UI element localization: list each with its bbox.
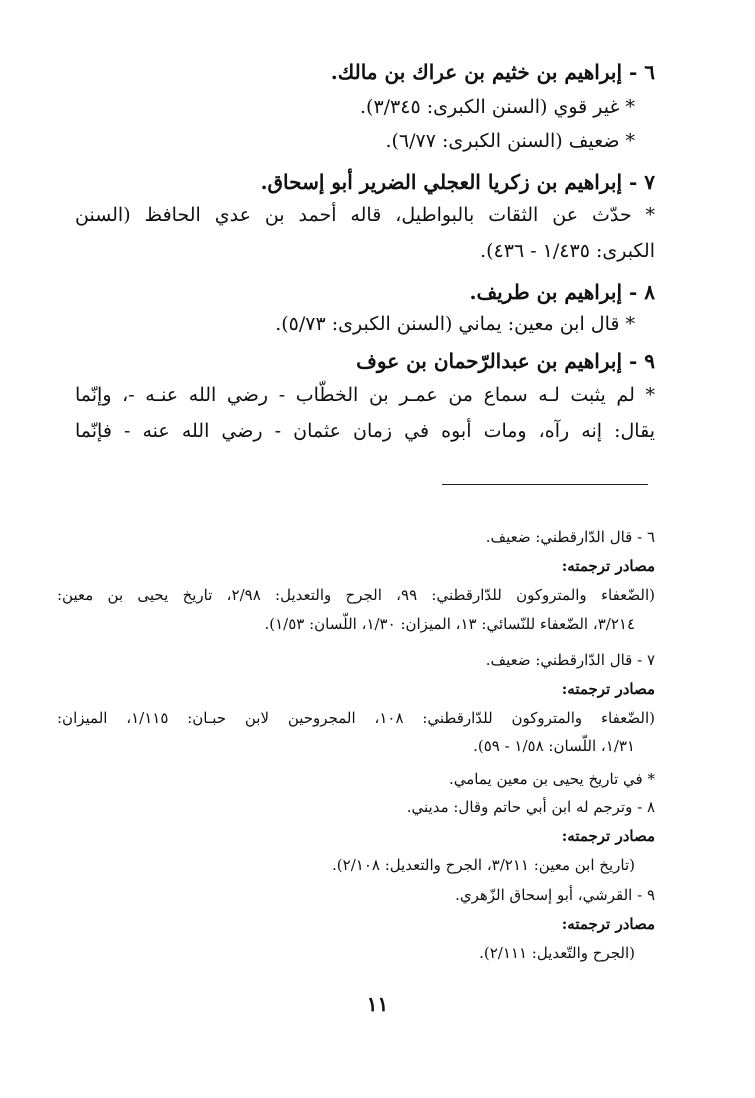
footnote-8: ٨ - وترجم له ابن أبي حاتم وقال: مديني.: [406, 798, 655, 816]
entry-6-heading: ٦ - إبراهيم بن خثيم بن عراك بن مالك.: [330, 60, 655, 84]
entry-7-heading: ٧ - إبراهيم بن زكريا العجلي الضرير أبو إسحاق.: [260, 170, 655, 194]
entry-8-heading: ٨ - إبراهيم بن طريف.: [469, 280, 655, 304]
footnote-6-sources-label: مصادر ترجمته:: [561, 557, 655, 575]
footnote-9-sources-label: مصادر ترجمته:: [561, 915, 655, 933]
entry-9-heading: ٩ - إبراهيم بن عبدالرّحمان بن عوف: [356, 349, 655, 373]
footnote-separator: [442, 484, 648, 485]
footnote-7-sources-line-1: (الضّعفاء والمتروكون للدّارقطني: ١٠٨، المجروحين لابن حبـان: ١/١١٥، الميزان:: [57, 709, 655, 727]
footnote-6-sources-line-1: (الضّعفاء والمتروكون للدّارقطني: ٩٩، الجرح والتعديل: ٢/٩٨، تاريخ يحيى بن معين:: [57, 586, 655, 604]
footnote-7-sources-line-2: ١/٣١، اللّسان: ١/٥٨ - ٥٩).: [473, 737, 635, 755]
footnote-7-sources-label: مصادر ترجمته:: [561, 680, 655, 698]
footnote-star: * في تاريخ يحيى بن معين يمامي.: [448, 770, 655, 788]
footnote-6: ٦ - قال الدّارقطني: ضعيف.: [485, 528, 655, 546]
entry-9-note-line-1: * لم يثبت لـه سماع من عمـر بن الخطّاب - رضي الله عنـه -، وإنّما: [75, 384, 655, 406]
entry-8-note: * قال ابن معين: يماني (السنن الكبرى: ٥/٧٣).: [275, 313, 635, 335]
footnote-8-sources-label: مصادر ترجمته:: [561, 827, 655, 845]
entry-7-note-line-1: * حدّث عن الثقات بالبواطيل، قاله أحمد بن عدي الحافظ (السنن: [75, 204, 655, 226]
footnote-9-sources: (الجرح والتّعديل: ٢/١١١).: [479, 944, 635, 962]
entry-6-note-1: * غير قوي (السنن الكبرى: ٣/٣٤٥).: [360, 96, 635, 118]
entry-9-note-line-2: يقال: إنه رآه، ومات أبوه في زمان عثمان - رضي الله عنه - فإنّما: [75, 420, 655, 442]
footnote-7: ٧ - قال الدّارقطني: ضعيف.: [485, 651, 655, 669]
footnote-8-sources: (تاريخ ابن معين: ٣/٢١١، الجرح والتعديل: ٢/١٠٨).: [332, 856, 635, 874]
footnote-6-sources-line-2: ٣/٢١٤، الضّعفاء للنّسائي: ١٣، الميزان: ١/٣٠، اللّسان: ١/٥٣).: [264, 615, 635, 633]
footnote-9: ٩ - القرشي، أبو إسحاق الزّهري.: [455, 886, 655, 904]
entry-7-note-line-2: الكبرى: ١/٤٣٥ - ٤٣٦).: [480, 240, 655, 262]
entry-6-note-2: * ضعيف (السنن الكبرى: ٦/٧٧).: [385, 130, 635, 152]
page-number: ١١: [366, 992, 389, 1016]
